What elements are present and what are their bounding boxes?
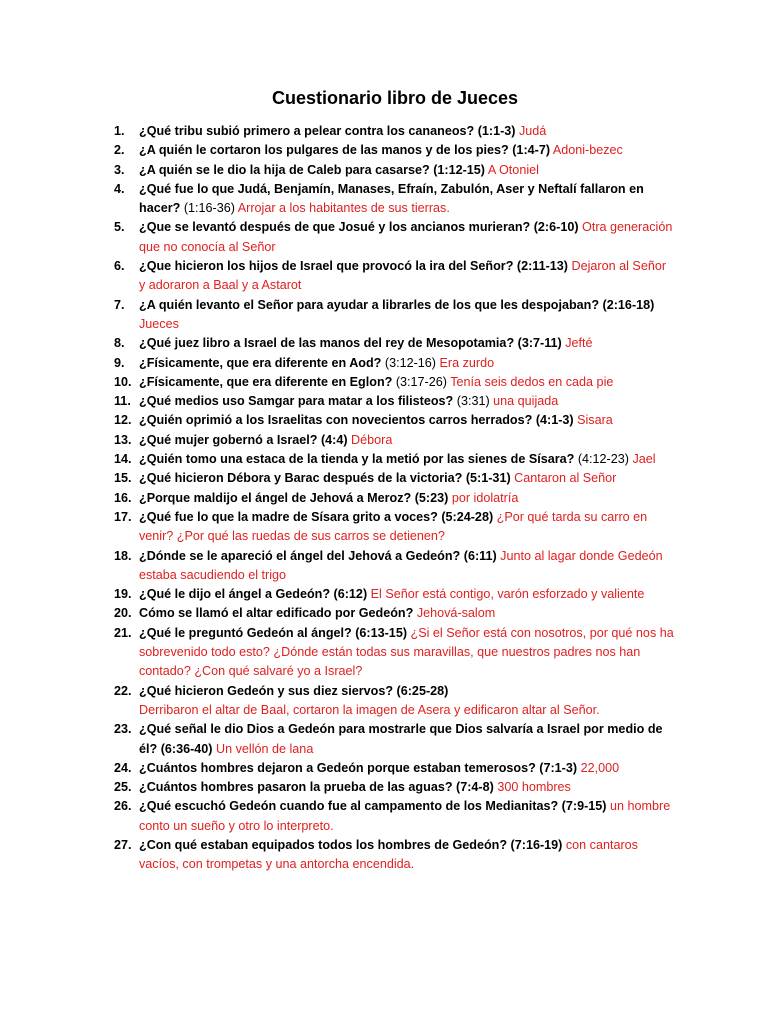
question-item [114,373,674,392]
answer-text: una quijada [493,394,559,409]
question-text: ¿A quién le cortaron los pulgares de las manos y de los pies? (1:4-7) [139,143,551,158]
question-text: ¿Qué señal le dio Dios a Gedeón para mostrarle que Dios salvaría a Israel por medio de él? (6:36-40) [139,722,663,756]
question-item [114,836,674,875]
verse-reference: (4:12-23) [577,452,629,467]
answer-text: Jueces [139,316,179,331]
question-text: ¿A quién se le dio la hija de Caleb para casarse? (1:12-15) [139,162,485,177]
question-number: 16. [114,490,132,505]
document-title: Cuestionario libro de Jueces [271,88,519,108]
question-text: ¿Que hicieron los hijos de Israel que provocó la ira del Señor? (2:11-13) [139,259,569,274]
verse-reference: (1:16-36) [183,201,235,216]
question-text: ¿Quién oprimió a los Israelitas con novecientos carros herrados? (4:1-3) [139,413,574,428]
question-text: ¿Con qué estaban equipados todos los hombres de Gedeón? (7:16-19) [139,837,563,852]
answer-text: con cantaros vacíos, con trompetas y una antorcha encendida. [139,837,638,872]
question-number: 20. [114,606,132,621]
verse-reference: (3:31) [456,394,490,409]
question-number: 3. [114,162,125,177]
question-number: 27. [114,837,132,852]
answer-text: Otra generación que no conocía al Señor [139,220,673,254]
question-item [114,161,674,180]
answer-text: Débora [351,432,393,447]
question-text: ¿Qué mujer gobernó a Israel? (4:4) [139,432,348,447]
question-number: 23. [114,722,132,737]
question-number: 6. [114,259,125,274]
question-item [114,354,674,373]
answer-text: A Otoniel [487,162,539,177]
question-text: ¿Qué medios uso Samgar para matar a los filisteos? [139,394,454,409]
answer-text: ¿Si el Señor está con nosotros, por qué nos ha sobrevenido todo esto? ¿Dónde están todas sus maravillas, que nuestros padres nos han contado? ¿Con qué salvaré yo a Israel? [139,625,674,679]
question-item [114,431,674,450]
answer-text: ¿Por qué tarda su carro en venir? ¿Por qué las ruedas de sus carros se detienen? [139,509,648,544]
question-number: 24. [114,760,132,775]
question-text: ¿Cuántos hombres pasaron la prueba de las aguas? (7:4-8) [139,780,494,795]
answer-text: Un vellón de lana [216,741,314,756]
question-item [114,508,674,547]
question-text: ¿Qué juez libro a Israel de las manos del rey de Mesopotamia? (3:7-11) [139,336,562,351]
question-item [114,392,674,411]
question-item [114,218,674,257]
answer-text: Jehová-salom [416,606,496,621]
question-item [114,489,674,508]
question-number: 2. [114,143,125,158]
question-number: 13. [114,432,132,447]
question-number: 15. [114,471,132,486]
question-text: ¿Que se levantó después de que Josué y los ancianos murieran? (2:6-10) [139,220,579,235]
question-text: ¿Qué le preguntó Gedeón al ángel? (6:13-15) [139,625,408,640]
question-number: 21. [114,625,132,640]
question-item [114,334,674,353]
question-number: 18. [114,548,132,563]
question-number: 10. [114,374,132,389]
question-item [114,469,674,488]
answer-text: por idolatría [451,490,519,505]
question-number: 11. [114,394,131,409]
answer-text: Cantaron al Señor [514,471,617,486]
question-item [114,257,674,296]
question-text: ¿Cuántos hombres dejaron a Gedeón porque estaban temerosos? (7:1-3) [139,760,578,775]
answer-text: 22,000 [580,760,620,775]
question-number: 19. [114,587,132,602]
question-text: ¿Físicamente, que era diferente en Aod? [139,355,382,370]
question-number: 25. [114,780,132,795]
answer-text: un hombre conto un sueño y otro lo interpreto. [139,799,671,833]
question-item [114,180,674,219]
question-text: ¿Qué fue lo que la madre de Sísara grito a voces? (5:24-28) [139,509,494,524]
question-text: ¿Dónde se le apareció el ángel del Jehová a Gedeón? (6:11) [139,548,497,563]
question-text: ¿Qué fue lo que Judá, Benjamín, Manases, Efraín, Zabulón, Aser y Neftalí fallaron en hacer? [139,181,644,216]
question-text: ¿Quién tomo una estaca de la tienda y la metió por las sienes de Sísara? [139,452,575,467]
answer-text: Arrojar a los habitantes de sus tierras. [237,201,450,216]
question-number: 1. [114,124,125,138]
question-item [114,585,674,604]
question-item [114,720,674,759]
answer-text: Sisara [577,413,613,428]
question-item [114,682,674,721]
question-text: ¿Físicamente, que era diferente en Eglon? [139,374,393,389]
question-number: 8. [114,336,125,351]
question-number: 12. [114,413,132,428]
question-text: ¿Qué hicieron Débora y Barac después de la victoria? (5:1-31) [139,471,511,486]
answer-text: Era zurdo [439,355,495,370]
question-number: 22. [114,683,132,698]
question-number: 7. [114,297,125,312]
question-list [114,122,674,875]
question-item [114,122,674,141]
verse-reference: (3:12-16) [384,355,436,370]
question-item [114,411,674,430]
question-text: ¿Porque maldijo el ángel de Jehová a Meroz? (5:23) [139,490,449,505]
question-item [114,778,674,797]
answer-text: Tenía seis dedos en cada pie [450,374,614,389]
answer-text: Junto al lagar donde Gedeón estaba sacudiendo el trigo [139,548,663,582]
question-item [114,759,674,778]
answer-text: Jefté [565,336,593,351]
answer-text: Adoni-bezec [552,143,623,158]
question-number: 5. [114,220,125,235]
question-number: 4. [114,181,125,196]
verse-reference: (3:17-26) [395,374,447,389]
question-number: 14. [114,452,132,467]
question-item [114,604,674,623]
question-item [114,624,674,682]
question-text: ¿Qué le dijo el ángel a Gedeón? (6:12) [139,587,368,602]
answer-text: El Señor está contigo, varón esforzado y valiente [370,587,645,602]
question-number: 26. [114,799,132,814]
question-item [114,797,674,836]
answer-text: 300 hombres [497,780,571,795]
question-text: ¿Qué hicieron Gedeón y sus diez siervos? (6:25-28) [139,683,449,698]
question-item [114,296,674,335]
question-text: Cómo se llamó el altar edificado por Gedeón? [139,606,414,621]
answer-text: Judá [519,124,547,138]
question-item [114,547,674,586]
answer-text: Jael [632,452,656,467]
answer-text: Dejaron al Señor y adoraron a Baal y a Astarot [139,259,667,293]
question-number: 9. [114,355,125,370]
question-item [114,450,674,469]
question-number: 17. [114,509,132,524]
question-text: ¿Qué escuchó Gedeón cuando fue al campamento de los Medianitas? (7:9-15) [139,799,607,814]
question-text: ¿Qué tribu subió primero a pelear contra los cananeos? (1:1-3) [139,124,516,138]
question-text: ¿A quién levanto el Señor para ayudar a librarles de los que les despojaban? (2:16-18) [139,297,655,312]
question-item [114,141,674,160]
answer-text: Derribaron el altar de Baal, cortaron la imagen de Asera y edificaron altar al Señor. [139,702,600,717]
